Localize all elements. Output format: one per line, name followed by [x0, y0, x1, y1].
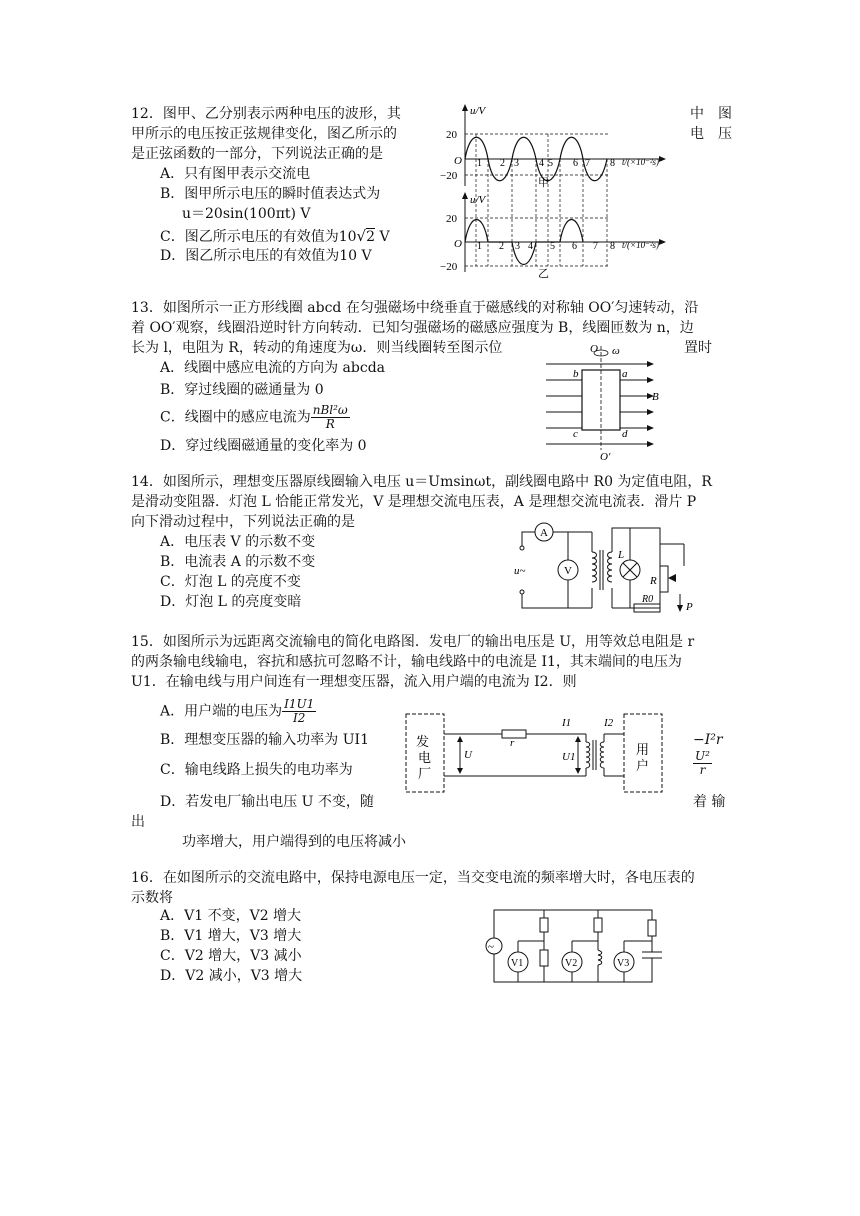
q13-option-b: B．穿过线圈的磁通量为 0	[160, 382, 324, 398]
q15-label-r: r	[510, 737, 515, 749]
q12-yi-tick-1: 1	[477, 241, 482, 252]
q12-line2: 甲所示的电压按正弦规律变化，图乙所示的	[131, 126, 397, 142]
q12-option-c-text: C．图乙所示电压的有效值为10	[160, 229, 357, 245]
q16-option-a: A．V1 不变，V2 增大	[160, 908, 302, 924]
q15-line1: 15．如图所示为远距离交流输电的简化电路图．发电厂的输出电压是 U，用等效总电阻是 r	[131, 634, 695, 650]
q14-label-v: V	[564, 565, 572, 577]
q13-label-c: c	[573, 428, 578, 440]
q15-label-i1: I1	[562, 717, 572, 729]
q15-label-plant-3: 厂	[418, 766, 432, 781]
q13-label-o: O	[590, 343, 598, 355]
q12-jia-ylabel: u/V	[470, 105, 486, 117]
q14-line2: 是滑动变阻器．灯泡 L 恰能正常发光，V 是理想交流电压表，A 是理想交流电流表．滑片 P	[131, 494, 697, 510]
q12-option-b: B．图甲所示电压的瞬时值表达式为	[160, 186, 381, 202]
q14-transformer-circuit	[514, 516, 714, 616]
q12-jia-origin: O	[454, 155, 462, 167]
q13-option-c-fraction	[311, 404, 350, 431]
q12-yi-tick-8: 8	[610, 241, 615, 252]
q12-option-d: D．图乙所示电压的有效值为10 V	[160, 248, 372, 264]
q15-option-d-cont: 功率增大，用户端得到的电压将减小	[182, 834, 406, 850]
q15-option-c-numerator: U²	[695, 749, 710, 763]
q15-option-c-denominator: r	[699, 763, 706, 777]
q15-option-c-fraction	[693, 750, 712, 777]
q15-line-out: 出	[131, 814, 145, 830]
q15-option-a-text: A．用户端的电压为	[160, 703, 283, 720]
q12-yi-tick-20: 20	[446, 213, 457, 225]
q12-yi-tick-4: 4	[528, 241, 533, 252]
q12-jia-tick-20: 20	[446, 129, 457, 141]
q15-line3: U1．在输电线与用户间连有一理想变压器，流入用户端的电流为 I2．则	[131, 674, 577, 690]
q12-jia-tick-7: 7	[585, 158, 590, 169]
q16-label-v3: V3	[617, 958, 630, 969]
q12-label-yi: 乙	[538, 268, 549, 280]
q12-line3: 是正弦函数的一部分，下列说法正确的是	[131, 146, 383, 162]
q13-option-a: A．线圈中感应电流的方向为 abcda	[160, 360, 386, 376]
q12-option-c-root: 2	[366, 229, 376, 245]
q16-ac-circuit	[480, 906, 670, 986]
q14-line1: 14．如图所示，理想变压器原线圈输入电压 u＝Umsinωt，副线圈电路中 R0 为定值电阻，R	[131, 474, 712, 490]
q12-waveform-figure	[440, 100, 680, 280]
q13-label-omega: ω	[612, 345, 620, 357]
q15-option-a-fraction	[282, 698, 316, 725]
q12-option-b-formula: u＝20sin(100πt) V	[182, 206, 311, 222]
q15-option-a-denominator: I2	[293, 711, 306, 725]
q16-line1: 16．在如图所示的交流电路中，保持电源电压一定，当交变电流的频率增大时，各电压表的	[131, 870, 695, 886]
q15-option-d-tail: 着 输	[693, 794, 726, 810]
q12-option-c-unit: V	[375, 229, 390, 245]
q15-label-i2: I2	[604, 717, 614, 729]
q12-yi-tick-6: 6	[572, 241, 577, 252]
q16-line2: 示数将	[131, 890, 173, 906]
q14-option-a: A．电压表 V 的示数不变	[160, 534, 316, 550]
q12-side-text-1: 中 图	[690, 106, 732, 122]
q12-yi-ylabel: u/V	[470, 194, 486, 206]
q12-yi-tick-5: 5	[550, 241, 555, 252]
q15-line2: 的两条输电线输电，容抗和感抗可忽略不计，输电线路中的电流是 I1，其末端间的电压为	[131, 654, 682, 670]
q14-option-c: C．灯泡 L 的亮度不变	[160, 574, 301, 590]
q15-transmission-circuit	[400, 710, 672, 796]
q13-label-d: d	[622, 428, 628, 440]
q15-label-user-1: 用	[636, 742, 650, 757]
q14-label-l: L	[618, 549, 625, 561]
q16-option-c: C．V2 增大，V3 减小	[160, 948, 302, 964]
q14-line3: 向下滑动过程中，下列说法正确的是	[131, 514, 355, 530]
q14-label-u: u~	[514, 565, 526, 577]
q16-option-d: D．V2 减小，V3 增大	[160, 968, 303, 984]
q14-slider-arrow	[668, 574, 676, 582]
q12-jia-xlabel: t/(×10⁻²s)	[622, 157, 660, 167]
q12-jia-tick-2: 2	[500, 158, 505, 169]
q12-label-jia: 甲	[538, 177, 549, 189]
q16-label-v1: V1	[511, 958, 524, 969]
q12-line1: 12．图甲、乙分别表示两种电压的波形，其	[131, 106, 401, 122]
q13-label-b-field: B	[652, 391, 659, 403]
q13-option-c-text: C．线圈中的感应电流为	[160, 409, 311, 426]
q14-option-b: B．电流表 A 的示数不变	[160, 554, 316, 570]
q15-label-u: U	[464, 749, 472, 761]
q13-line3: 长为 l，电阻为 R，转动的角速度为ω．则当线圈转至图示位	[131, 340, 503, 356]
q13-label-o-prime: O′	[600, 451, 611, 462]
q14-label-r: R	[650, 575, 657, 587]
q15-label-u1: U1	[562, 751, 576, 763]
q13-coil-figure	[540, 342, 670, 462]
q12-yi-tick-m20: −20	[440, 261, 458, 273]
q14-label-r0: R0	[642, 594, 654, 605]
q14-label-a: A	[540, 527, 548, 539]
q16-ac-source-symbol: ~	[488, 941, 494, 953]
q12-option-a: A．只有图甲表示交流电	[160, 166, 311, 182]
q13-option-c-denominator: R	[325, 417, 335, 431]
q12-jia-tick-6: 6	[573, 158, 578, 169]
q12-yi-tick-3: 3	[515, 241, 520, 252]
q15-option-b: B．理想变压器的输入功率为 UI1	[160, 732, 369, 748]
q13-line2: 着 OO′观察，线圈沿逆时针方向转动．已知匀强磁场的磁感应强度为 B，线圈匝数为 n，边	[131, 320, 694, 336]
q13-option-c	[160, 404, 350, 431]
q12-jia-tick-5: 5	[548, 158, 553, 169]
q15-option-d: D．若发电厂输出电压 U 不变，随	[160, 794, 374, 810]
q15-option-a-numerator: I1U1	[284, 697, 315, 711]
q13-line1: 13．如图所示一正方形线圈 abcd 在匀强磁场中绕垂直于磁感线的对称轴 OO′匀速转动，沿	[131, 300, 699, 316]
q14-option-d: D．灯泡 L 的亮度变暗	[160, 594, 302, 610]
q15-label-plant-2: 电	[418, 750, 432, 765]
q12-yi-tick-2: 2	[499, 241, 504, 252]
q12-yi-origin: O	[454, 238, 462, 250]
q12-jia-tick-4: 4	[539, 158, 544, 169]
q12-yi-xlabel: t/(×10⁻²s)	[622, 240, 660, 250]
q13-label-a: a	[622, 368, 628, 380]
q12-side-text-2: 电 压	[690, 126, 732, 142]
q12-jia-tick-8: 8	[610, 158, 615, 169]
q15-label-plant-1: 发	[416, 734, 430, 749]
q13-label-b: b	[573, 368, 579, 380]
q15-option-b-tail: −I²r	[693, 732, 723, 748]
q12-jia-tick-1: 1	[477, 158, 482, 169]
q12-option-c: C．图乙所示电压的有效值为10√2 V	[160, 227, 390, 245]
q13-option-d: D．穿过线圈磁通量的变化率为 0	[160, 438, 367, 454]
q16-option-b: B．V1 增大，V3 增大	[160, 928, 302, 944]
q13-option-c-numerator: nBl²ω	[312, 403, 348, 417]
q16-label-v2: V2	[565, 958, 578, 969]
q12-jia-tick-3: 3	[514, 158, 519, 169]
q14-label-p: P	[686, 601, 693, 613]
q15-label-user-2: 户	[636, 758, 650, 773]
q13-line3-tail: 置时	[684, 340, 712, 356]
q12-yi-tick-7: 7	[593, 241, 598, 252]
q15-option-a	[160, 698, 316, 725]
q12-jia-tick-m20: −20	[440, 170, 458, 182]
q15-option-c: C．输电线路上损失的电功率为	[160, 762, 353, 778]
q12-jia-ticks	[477, 158, 615, 169]
